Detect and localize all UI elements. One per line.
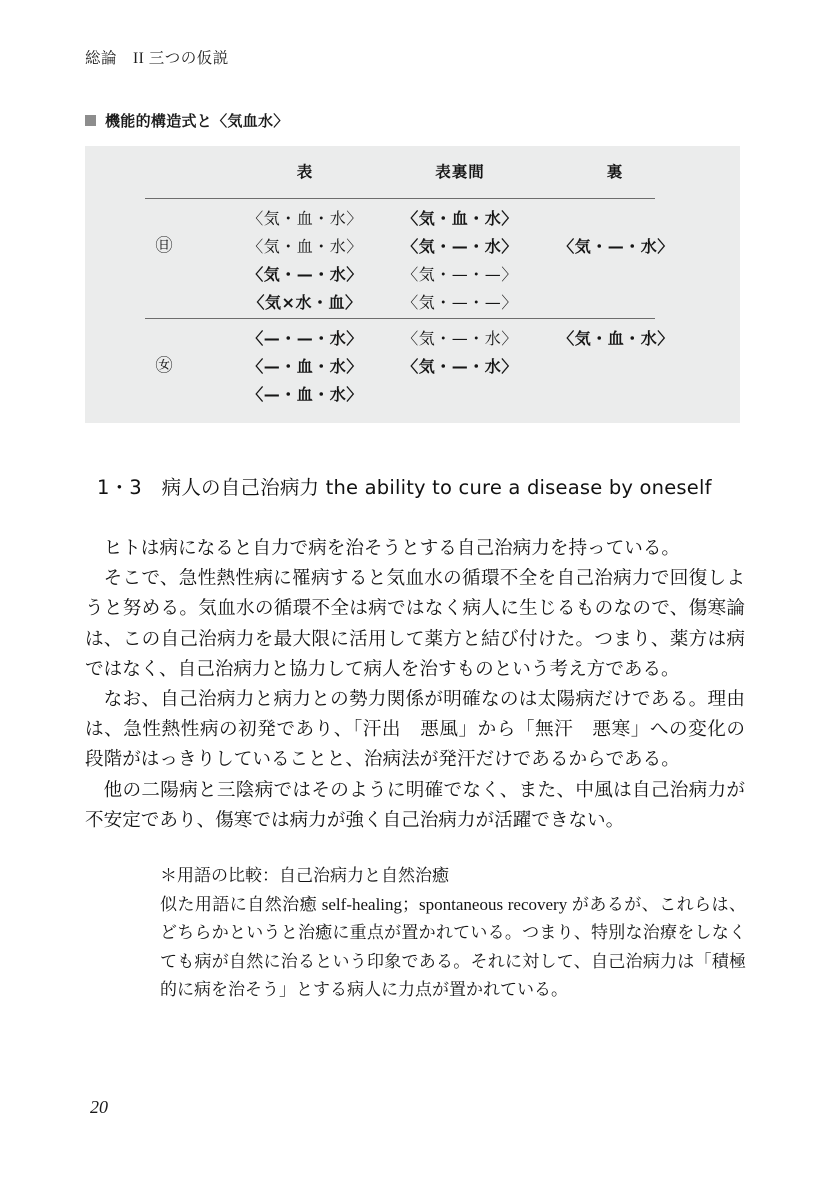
table-row	[85, 234, 740, 262]
functional-structure-table	[85, 146, 740, 423]
column-header-hyou: 表	[296, 163, 314, 181]
section-label	[85, 110, 289, 131]
formula-cell: 〈気・血・水〉	[402, 209, 518, 228]
table-rule-top	[145, 198, 655, 199]
group-marker-yang: ㊐	[155, 236, 173, 256]
formula-cell: 〈気・—・—〉	[402, 293, 518, 312]
formula-cell: 〈—・血・水〉	[247, 385, 363, 404]
table-row	[85, 290, 740, 318]
formula-cell: 〈気・血・水〉	[247, 209, 363, 228]
column-header-hyourikan: 表裏間	[435, 163, 485, 181]
note-title: ＊用語の比較：自己治病力と自然治癒	[160, 866, 449, 885]
terminology-note	[160, 862, 746, 1005]
formula-cell: 〈気・—・—〉	[402, 265, 518, 284]
formula-cell: 〈気・血・水〉	[558, 329, 674, 348]
table-column-headers	[85, 160, 740, 190]
running-head: 総論 II 三つの仮説	[85, 50, 229, 67]
table-rule-middle	[145, 318, 655, 319]
table-row	[85, 206, 740, 234]
note-paragraph: 似た用語に自然治癒 self-healing；spontaneous recovery があるが、これらは、どちらかというと治癒に重点が置かれている。つまり、特別な治療をしなくても病が自然に治るという印象である。それに対して、自己治病力は「積極的に病を治そう」とする病人に力点が置かれている。	[160, 894, 746, 1000]
formula-cell: 〈気・—・水〉	[402, 329, 518, 348]
formula-cell: 〈気・血・水〉	[247, 237, 363, 256]
body-paragraph: なお、自己治病力と病力との勢力関係が明確なのは太陽病だけである。理由は、急性熱性病の初発であり、「汗出 悪風」から「無汗 悪寒」への変化の段階がはっきりしていることと、治病法が発汗だけであるからである。	[85, 689, 745, 771]
body-text	[85, 534, 745, 836]
body-paragraph: ヒトは病になると自力で病を治そうとする自己治病力を持っている。	[103, 538, 681, 559]
table-group-yin	[85, 326, 740, 410]
formula-cell: 〈気・—・水〉	[402, 237, 518, 256]
formula-cell: 〈気・—・水〉	[558, 237, 674, 256]
formula-cell: 〈気・—・水〉	[402, 357, 518, 376]
section-heading-1-3: 1・3 病人の自己治病力 the ability to cure a disease by oneself	[97, 476, 712, 499]
formula-cell: 〈—・—・水〉	[247, 329, 363, 348]
body-paragraph: そこで、急性熱性病に罹病すると気血水の循環不全を自己治病力で回復しようと努める。気血水の循環不全は病ではなく病人に生じるものなので、傷寒論は、この自己治病力を最大限に活用して薬方と結び付けた。つまり、薬方は病ではなく、自己治病力と協力して病人を治すものという考え方である。	[85, 568, 745, 680]
formula-cell: 〈—・血・水〉	[247, 357, 363, 376]
table-row	[85, 262, 740, 290]
group-marker-yin: ㊛	[155, 356, 173, 376]
section-label-text: 機能的構造式と〈気血水〉	[105, 112, 289, 130]
formula-cell: 〈気・—・水〉	[247, 265, 363, 284]
table-row	[85, 326, 740, 354]
formula-cell: 〈気×水・血〉	[248, 293, 362, 312]
table-row	[85, 354, 740, 382]
page-number: 20	[90, 1097, 108, 1117]
table-row	[85, 382, 740, 410]
column-header-ri: 裏	[606, 163, 624, 181]
filled-square-bullet-icon	[85, 115, 96, 126]
body-paragraph: 他の二陽病と三陰病ではそのように明確でなく、また、中風は自己治病力が不安定であり、傷寒では病力が強く自己治病力が活躍できない。	[85, 779, 745, 831]
table-group-yang	[85, 206, 740, 318]
